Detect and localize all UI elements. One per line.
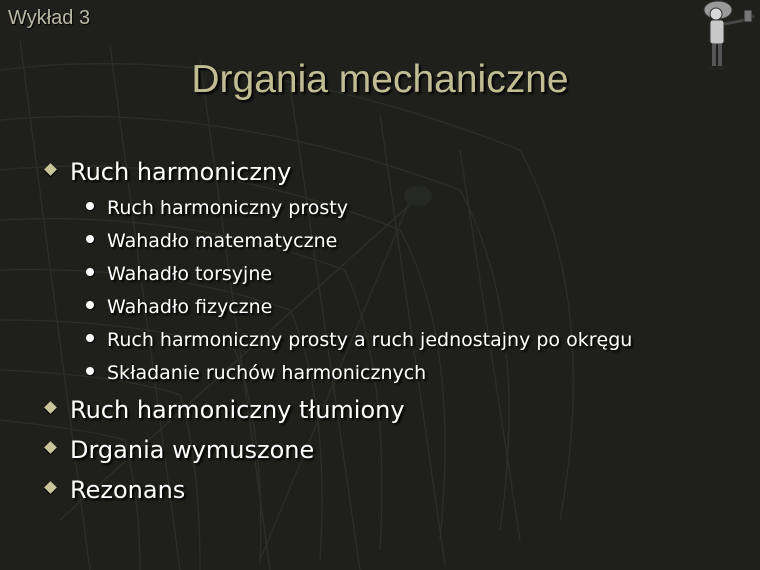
round-bullet-icon <box>86 268 94 276</box>
lecture-label: Wykład 3 <box>8 7 91 29</box>
list-item: Wahadło matematyczne <box>86 230 337 252</box>
slide-title: Drgania mechaniczne <box>191 58 569 101</box>
round-bullet-icon <box>86 301 94 309</box>
diamond-bullet-icon <box>44 441 57 454</box>
diamond-bullet-icon <box>44 401 57 414</box>
diamond-bullet-icon <box>44 481 57 494</box>
list-item: Wahadło torsyjne <box>86 263 272 285</box>
list-item: Ruch harmoniczny prosty a ruch jednostajny po okręgu <box>86 329 632 351</box>
round-bullet-icon <box>86 235 94 243</box>
round-bullet-icon <box>86 202 94 210</box>
list-item: Ruch harmoniczny prosty <box>86 197 348 219</box>
list-item: Wahadło fizyczne <box>86 296 272 318</box>
diamond-bullet-icon <box>44 163 57 176</box>
round-bullet-icon <box>86 334 94 342</box>
round-bullet-icon <box>86 367 94 375</box>
list-item: Drgania wymuszone <box>46 436 314 464</box>
list-item: Składanie ruchów harmonicznych <box>86 362 426 384</box>
list-item: Ruch harmoniczny <box>46 158 291 186</box>
list-item: Ruch harmoniczny tłumiony <box>46 396 405 424</box>
list-item: Rezonans <box>46 476 185 504</box>
